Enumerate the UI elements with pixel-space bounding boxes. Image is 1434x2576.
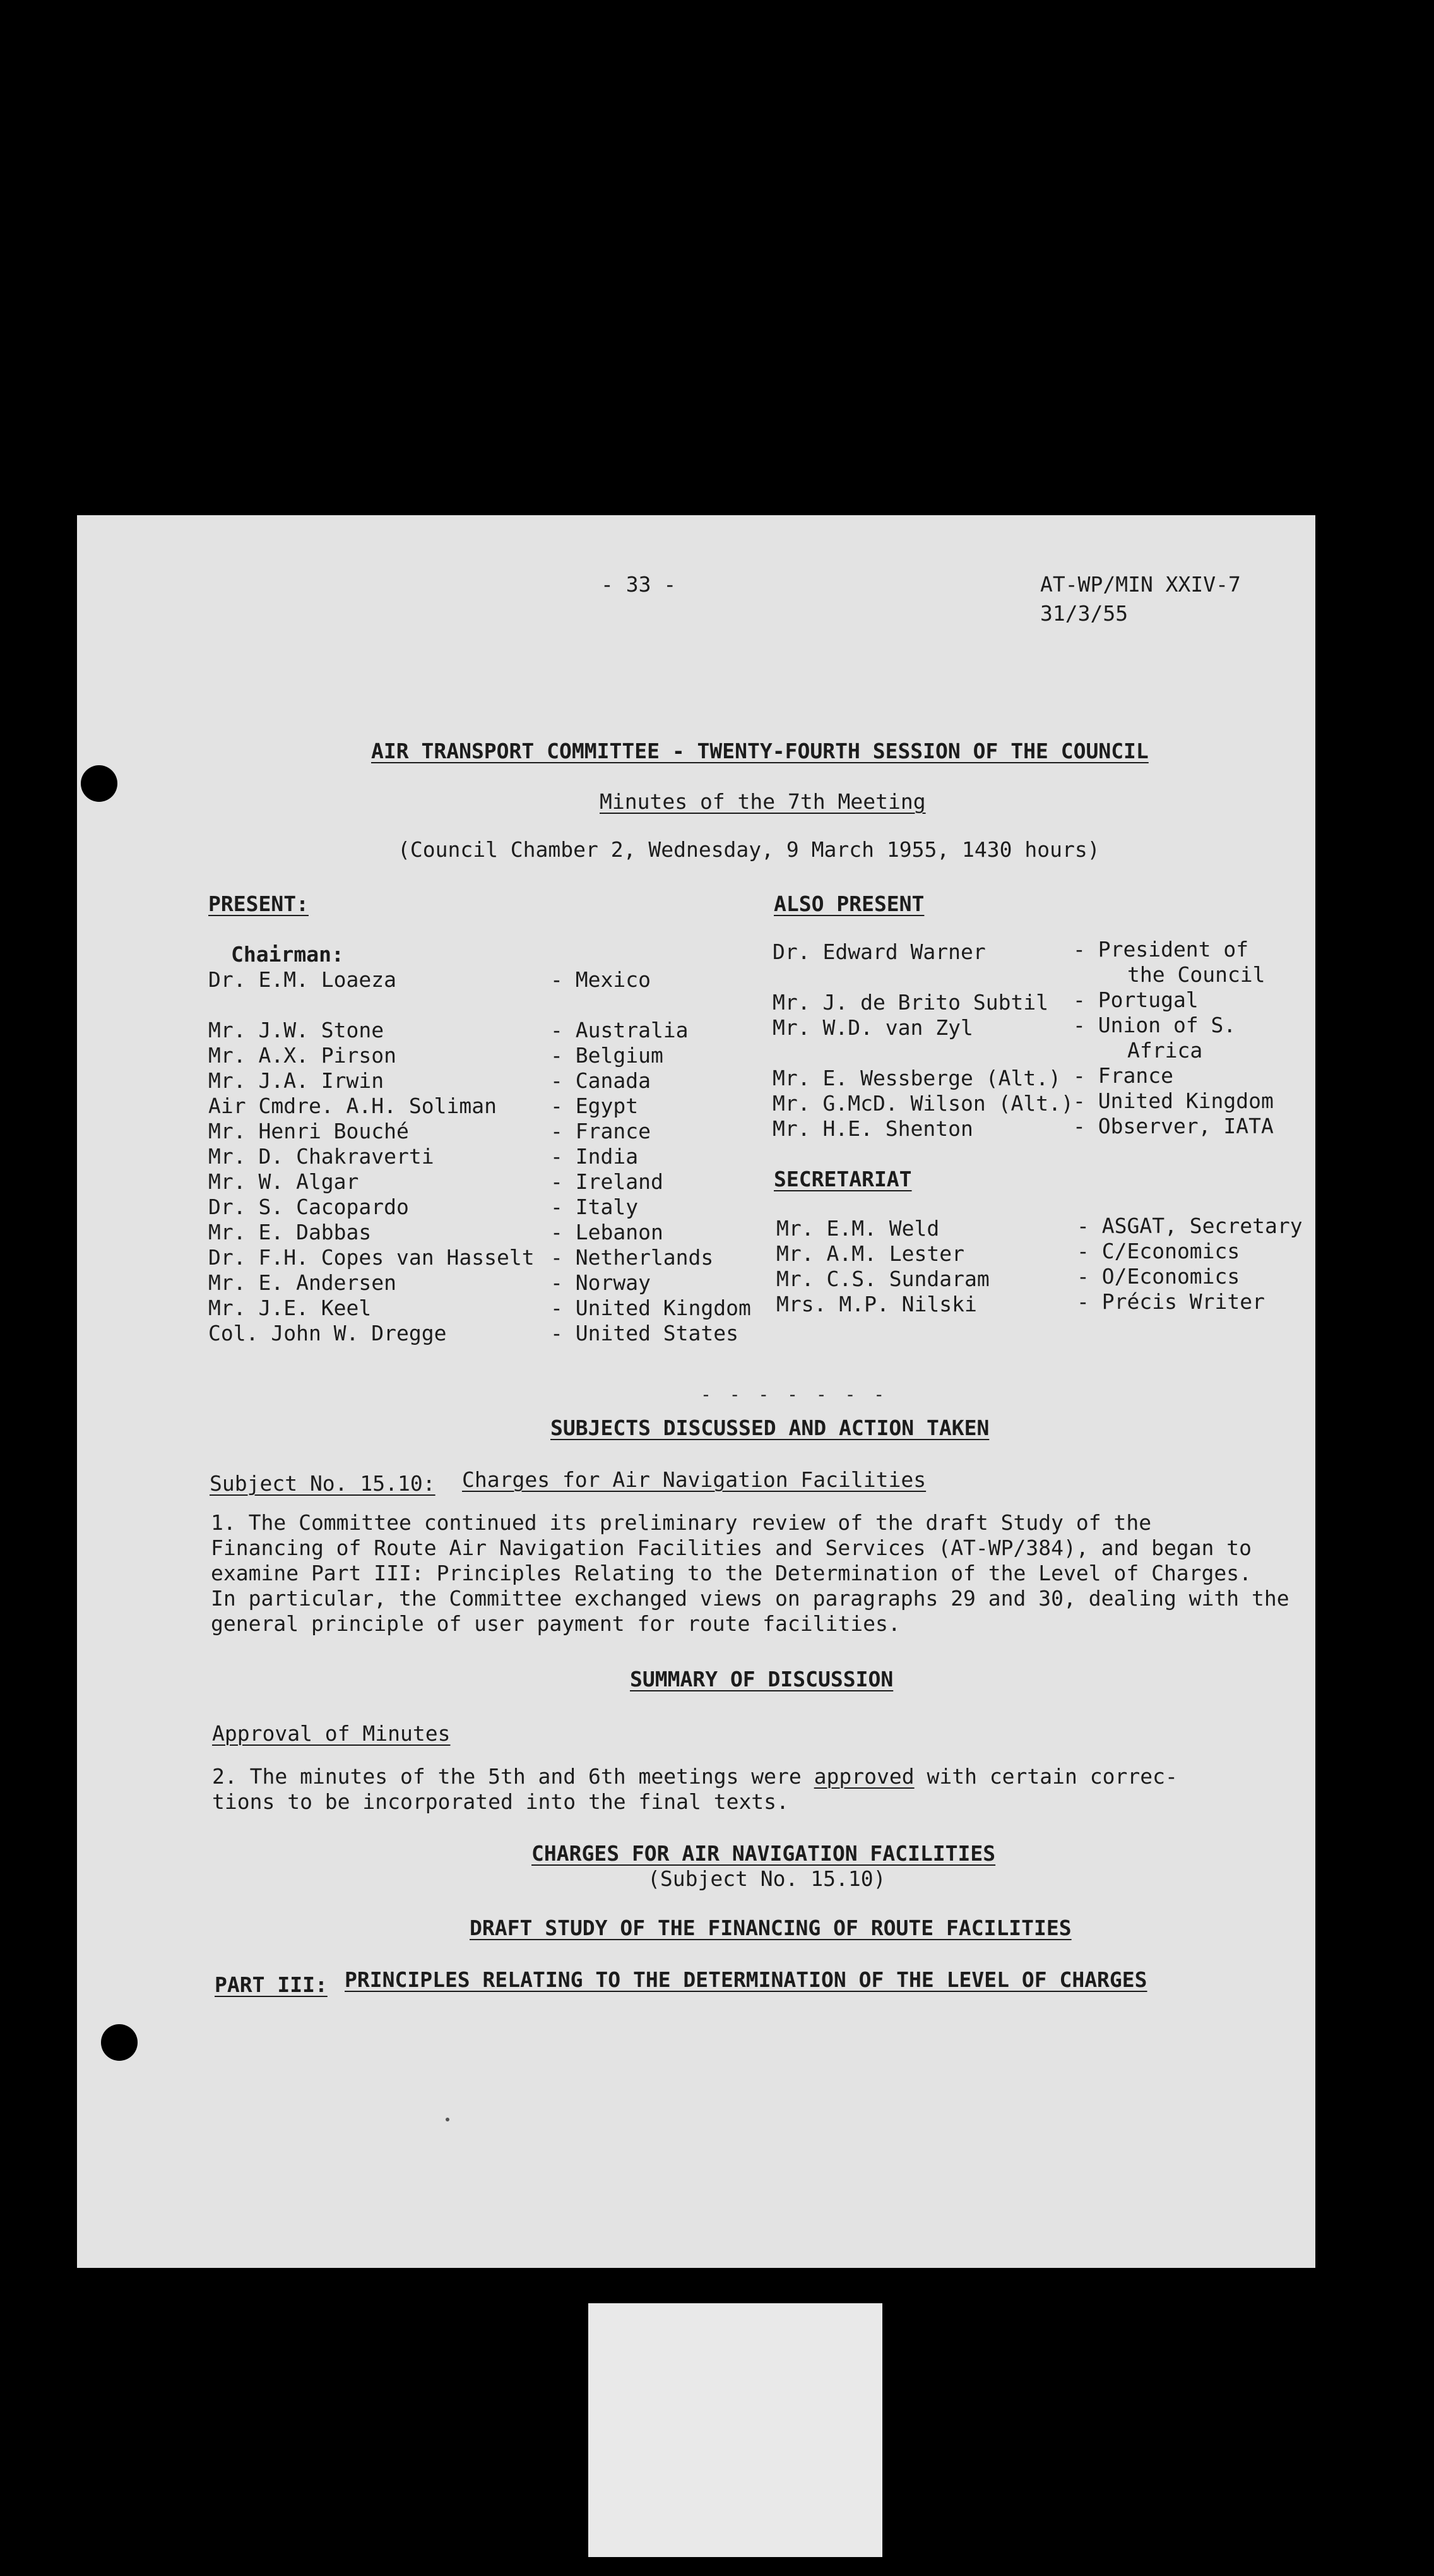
attendee-name: Mr. H.E. Shenton <box>773 1116 973 1141</box>
member-country: - Australia <box>550 1018 689 1042</box>
document-page <box>77 515 1315 2268</box>
approval-heading: Approval of Minutes <box>212 1721 451 1746</box>
subjects-heading: SUBJECTS DISCUSSED AND ACTION TAKEN <box>550 1416 990 1440</box>
member-country: - Canada <box>550 1068 651 1093</box>
attendee-role-continued: the Council <box>1127 962 1265 987</box>
member-country: - Belgium <box>550 1043 663 1068</box>
attendee-role: - Portugal <box>1073 987 1199 1012</box>
member-name: Mr. Henri Bouché <box>208 1119 409 1143</box>
paragraph-2 <box>212 1764 1178 1815</box>
attendee-role-continued: Africa <box>1127 1038 1203 1063</box>
member-name: Mr. D. Chakraverti <box>208 1144 434 1169</box>
main-title: AIR TRANSPORT COMMITTEE - TWENTY-FOURTH SESSION OF THE COUNCIL <box>371 739 1149 763</box>
attendee-name: Mr. E. Wessberge (Alt.) <box>773 1066 1061 1090</box>
minutes-title: Minutes of the 7th Meeting <box>600 789 926 814</box>
charges-heading: CHARGES FOR AIR NAVIGATION FACILITIES <box>531 1841 996 1866</box>
member-name: Mr. E. Andersen <box>208 1270 397 1295</box>
punch-hole <box>81 765 117 802</box>
subject-title: Charges for Air Navigation Facilities <box>462 1467 927 1492</box>
attendee-role: - United Kingdom <box>1073 1088 1274 1113</box>
part-label: PART III: <box>215 1972 328 1997</box>
chairman-label: Chairman: <box>231 942 344 967</box>
secretariat-role: - C/Economics <box>1077 1239 1240 1263</box>
attendee-role: - France <box>1073 1063 1173 1088</box>
attendee-name: Dr. Edward Warner <box>773 939 986 964</box>
secretariat-role: - ASGAT, Secretary <box>1077 1213 1303 1238</box>
attendee-role: - Observer, IATA <box>1073 1114 1274 1138</box>
document-reference: AT-WP/MIN XXIV-7 <box>1040 572 1241 597</box>
attendee-role: - President of <box>1073 937 1249 962</box>
secretariat-heading: SECRETARIAT <box>774 1167 912 1191</box>
member-name: Mr. J.W. Stone <box>208 1018 384 1042</box>
member-name: Air Cmdre. A.H. Soliman <box>208 1094 497 1118</box>
approved-text: approved <box>814 1764 915 1789</box>
document-date: 31/3/55 <box>1040 601 1129 626</box>
page-number: - 33 - <box>601 572 677 597</box>
draft-study-heading: DRAFT STUDY OF THE FINANCING OF ROUTE FACILITIES <box>470 1916 1072 1940</box>
attendee-name: Mr. W.D. van Zyl <box>773 1015 973 1040</box>
present-heading: PRESENT: <box>208 891 309 916</box>
secretariat-name: Mr. E.M. Weld <box>776 1216 940 1241</box>
chairman-name: Dr. E.M. Loaeza <box>208 967 397 992</box>
member-name: Mr. W. Algar <box>208 1169 359 1194</box>
separator: - - - - - - - <box>701 1384 889 1405</box>
paragraph-text: 2. The minutes of the 5th and 6th meetings were <box>212 1764 814 1789</box>
paragraph-line: In particular, the Committee exchanged views on paragraphs 29 and 30, dealing with the <box>211 1586 1289 1611</box>
secretariat-name: Mrs. M.P. Nilski <box>776 1292 977 1316</box>
chairman-country: - Mexico <box>550 967 651 992</box>
member-country: - United Kingdom <box>550 1296 751 1320</box>
attendee-name: Mr. J. de Brito Subtil <box>773 990 1049 1015</box>
member-country: - Norway <box>550 1270 651 1295</box>
member-name: Col. John W. Dregge <box>208 1321 447 1345</box>
member-country: - Netherlands <box>550 1245 714 1270</box>
paragraph-line: tions to be incorporated into the final texts. <box>212 1789 789 1814</box>
secretariat-role: - O/Economics <box>1077 1264 1240 1289</box>
member-name: Mr. J.E. Keel <box>208 1296 372 1320</box>
member-name: Mr. E. Dabbas <box>208 1220 372 1244</box>
secretariat-name: Mr. C.S. Sundaram <box>776 1267 990 1291</box>
charges-subheading: (Subject No. 15.10) <box>648 1866 886 1891</box>
paragraph-line: Financing of Route Air Navigation Facilities and Services (AT-WP/384), and began to <box>211 1535 1252 1560</box>
session-details: (Council Chamber 2, Wednesday, 9 March 1955, 1430 hours) <box>398 837 1100 862</box>
paragraph-text: with certain correc- <box>914 1764 1178 1789</box>
also-present-heading: ALSO PRESENT <box>774 891 925 916</box>
attendee-name: Mr. G.McD. Wilson (Alt.) <box>773 1091 1074 1116</box>
member-country: - Ireland <box>550 1169 663 1194</box>
part-title: PRINCIPLES RELATING TO THE DETERMINATION OF THE LEVEL OF CHARGES <box>345 1967 1147 1992</box>
member-name: Mr. J.A. Irwin <box>208 1068 384 1093</box>
member-name: Mr. A.X. Pirson <box>208 1043 397 1068</box>
member-country: - Italy <box>550 1195 639 1219</box>
summary-heading: SUMMARY OF DISCUSSION <box>630 1667 894 1691</box>
attendee-role: - Union of S. <box>1073 1013 1236 1037</box>
member-country: - India <box>550 1144 639 1169</box>
member-name: Dr. F.H. Copes van Hasselt <box>208 1245 535 1270</box>
secretariat-role: - Précis Writer <box>1077 1289 1265 1314</box>
subject-label: Subject No. 15.10: <box>210 1471 436 1496</box>
paragraph-1 <box>211 1510 1289 1637</box>
member-country: - Egypt <box>550 1094 639 1118</box>
punch-hole <box>101 2024 138 2061</box>
paragraph-line: 1. The Committee continued its preliminary review of the draft Study of the <box>211 1510 1152 1535</box>
secretariat-name: Mr. A.M. Lester <box>776 1241 965 1266</box>
member-country: - Lebanon <box>550 1220 663 1244</box>
paragraph-line: examine Part III: Principles Relating to the Determination of the Level of Charges. <box>211 1561 1252 1585</box>
member-name: Dr. S. Cacopardo <box>208 1195 409 1219</box>
member-country: - United States <box>550 1321 739 1345</box>
paragraph-line: general principle of user payment for route facilities. <box>211 1611 901 1636</box>
speck <box>446 2118 449 2121</box>
film-target-card <box>588 2303 882 2557</box>
member-country: - France <box>550 1119 651 1143</box>
